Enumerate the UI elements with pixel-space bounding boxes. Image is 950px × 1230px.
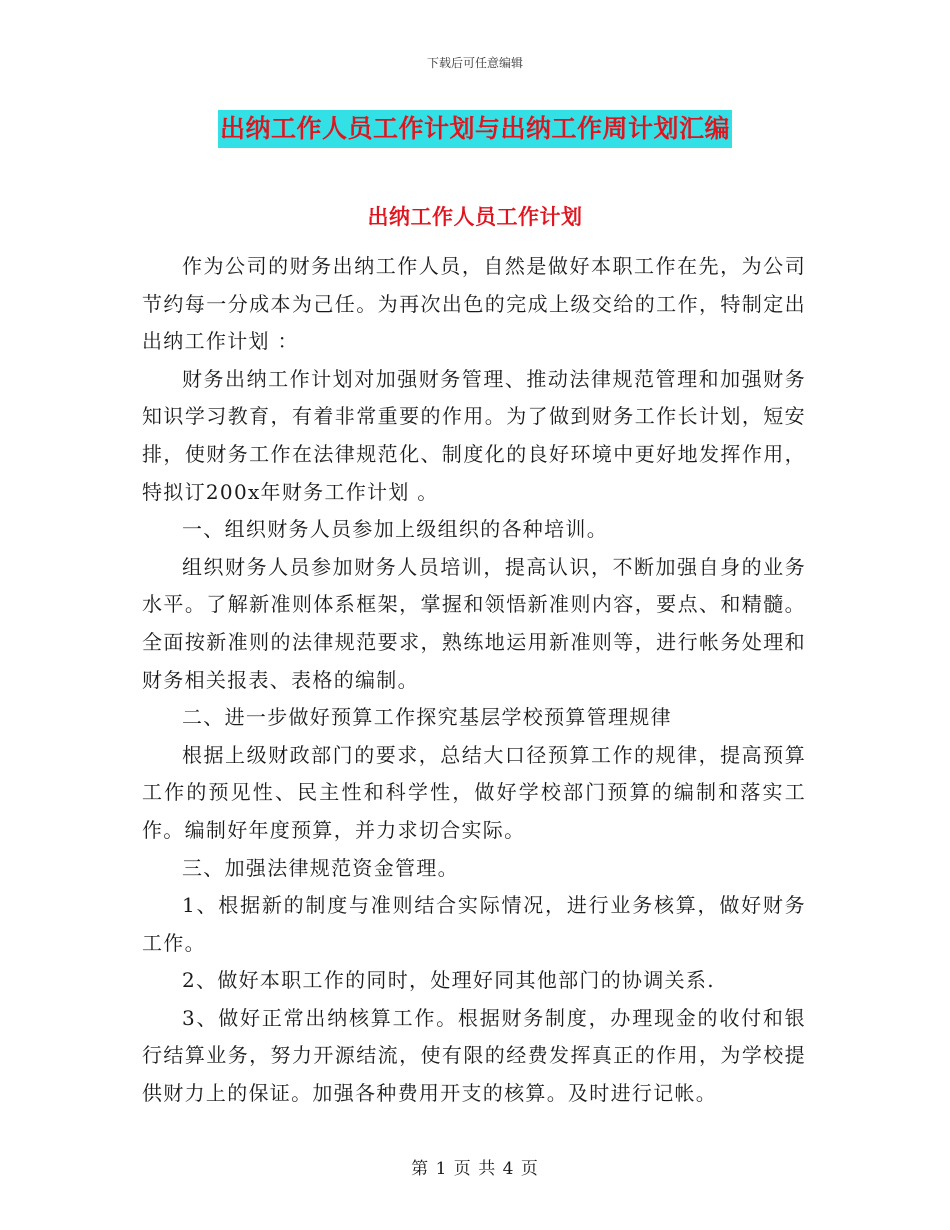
paragraph: 根据上级财政部门的要求，总结大口径预算工作的规律，提高预算工作的预见性、民主性和科学性，做好学校部门预算的编制和落实工作。编制好年度预算，并力求切合实际。 (142, 742, 806, 842)
list-item: 1、根据新的制度与准则结合实际情况，进行业务核算，做好财务工作。 (142, 893, 806, 955)
list-item: 3、做好正常出纳核算工作。根据财务制度，办理现金的收付和银行结算业务，努力开源结流，使有限的经费发挥真正的作用，为学校提供财力上的保证。加强各种费用开支的核算。及时进行记帐。 (142, 1005, 806, 1106)
list-item: 2、做好本职工作的同时，处理好同其他部门的协调关系. (182, 968, 715, 993)
main-title-container (0, 110, 950, 148)
header-note: 下载后可任意编辑 (426, 56, 523, 70)
main-title: 出纳工作人员工作计划与出纳工作周计划汇编 (218, 110, 732, 148)
document-body (142, 248, 806, 1113)
heading-item-3: 三、加强法律规范资金管理。 (182, 855, 459, 880)
heading-item-1: 一、组织财务人员参加上级组织的各种培训。 (182, 517, 608, 542)
page-number-footer: 第 1 页 共 4 页 (411, 1159, 539, 1179)
paragraph: 组织财务人员参加财务人员培训，提高认识，不断加强自身的业务水平。了解新准则体系框架，掌握和领悟新准则内容，要点、和精髓。全面按新准则的法律规范要求，熟练地运用新准则等，进行帐务处理和财务相关报表、表格的编制。 (142, 554, 806, 692)
paragraph: 作为公司的财务出纳工作人员，自然是做好本职工作在先，为公司节约每一分成本为己任。为再次出色的完成上级交给的工作，特制定出出纳工作计划 ： (142, 254, 806, 354)
section-title: 出纳工作人员工作计划 (367, 204, 583, 229)
heading-item-2: 二、进一步做好预算工作探究基层学校预算管理规律 (182, 705, 672, 730)
paragraph: 财务出纳工作计划对加强财务管理、推动法律规范管理和加强财务知识学习教育，有着非常重要的作用。为了做到财务工作长计划，短安排，使财务工作在法律规范化、制度化的良好环境中更好地发挥作用，特拟订200x年财务工作计划 。 (142, 366, 806, 504)
